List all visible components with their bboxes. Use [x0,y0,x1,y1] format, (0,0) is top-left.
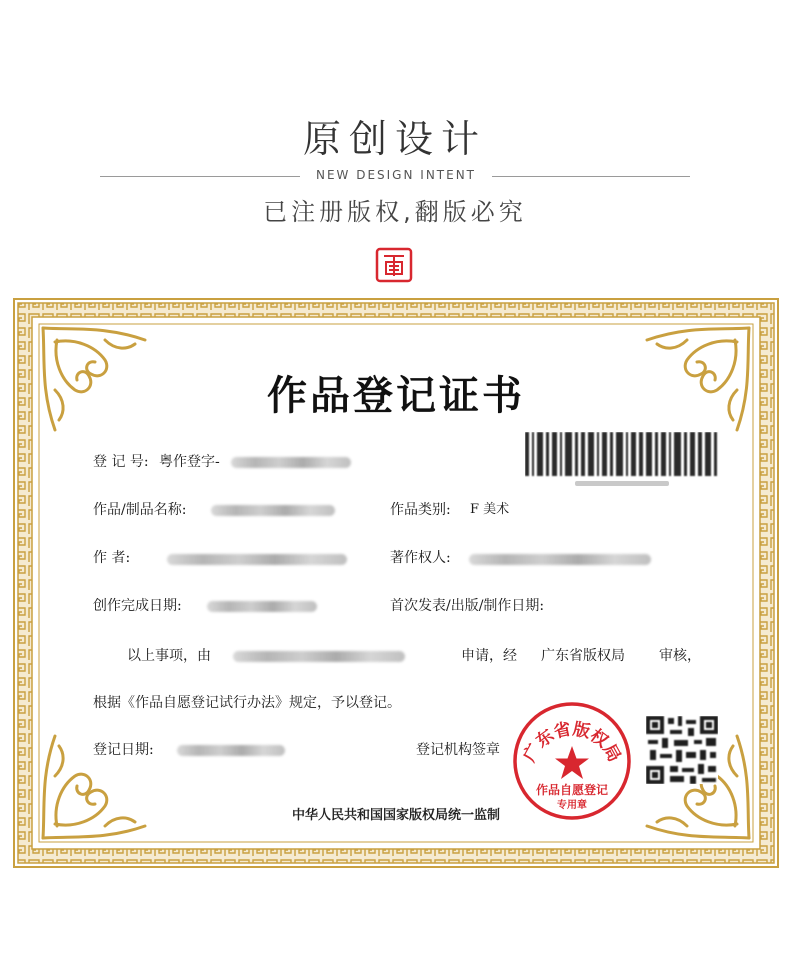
statement-prefix: 以上事项，由 [127,648,211,664]
work-name-label: 作品/制品名称: [93,502,187,518]
work-name-redacted [211,505,335,516]
corner-ornament-bottom-left [35,718,163,846]
registration-date-label: 登记日期: [93,742,154,758]
authority-name: 广东省版权局 [541,648,625,664]
certificate-footer: 中华人民共和国国家版权局统一监制 [291,808,500,823]
work-type-value: F 美术 [470,502,510,517]
page-title: 原创设计 [302,117,487,161]
qr-code [646,716,718,784]
statement-suffix: 审核， [659,648,701,664]
stamp-arc-text: 广东省版权局 [519,719,625,766]
red-seal-icon [374,246,414,284]
barcode [525,432,719,490]
divider-left [100,176,300,177]
registration-number-prefix: 粤作登字- [159,454,220,470]
statement-middle: 申请，经 [461,648,517,664]
signature-label: 登记机构签章 [416,742,500,758]
certificate-title: 作品登记证书 [267,372,525,419]
first-publish-date-label: 首次发表/出版/制作日期: [390,598,545,614]
registration-number-label: 登 记 号: [93,454,149,470]
registration-number-redacted [231,457,351,468]
stamp-sub-text: 专用章 [557,800,587,811]
divider-right [492,176,690,177]
author-redacted [167,554,347,565]
copyright-owner-label: 著作权人: [390,550,451,566]
applicant-redacted [233,651,405,662]
statement-basis: 根据《作品自愿登记试行办法》规定，予以登记。 [93,695,401,711]
completion-date-label: 创作完成日期: [93,598,182,614]
page-subtitle: NEW DESIGN INTENT [315,168,477,182]
completion-date-redacted [207,601,317,612]
copyright-certificate [13,298,779,868]
copyright-tagline: 已注册版权,翻版必究 [263,198,527,226]
author-label: 作 者: [93,550,131,566]
work-type-label: 作品类别: [390,502,451,518]
registration-date-redacted [177,745,285,756]
copyright-owner-redacted [469,554,651,565]
stamp-center-text: 作品自愿登记 [535,783,609,797]
